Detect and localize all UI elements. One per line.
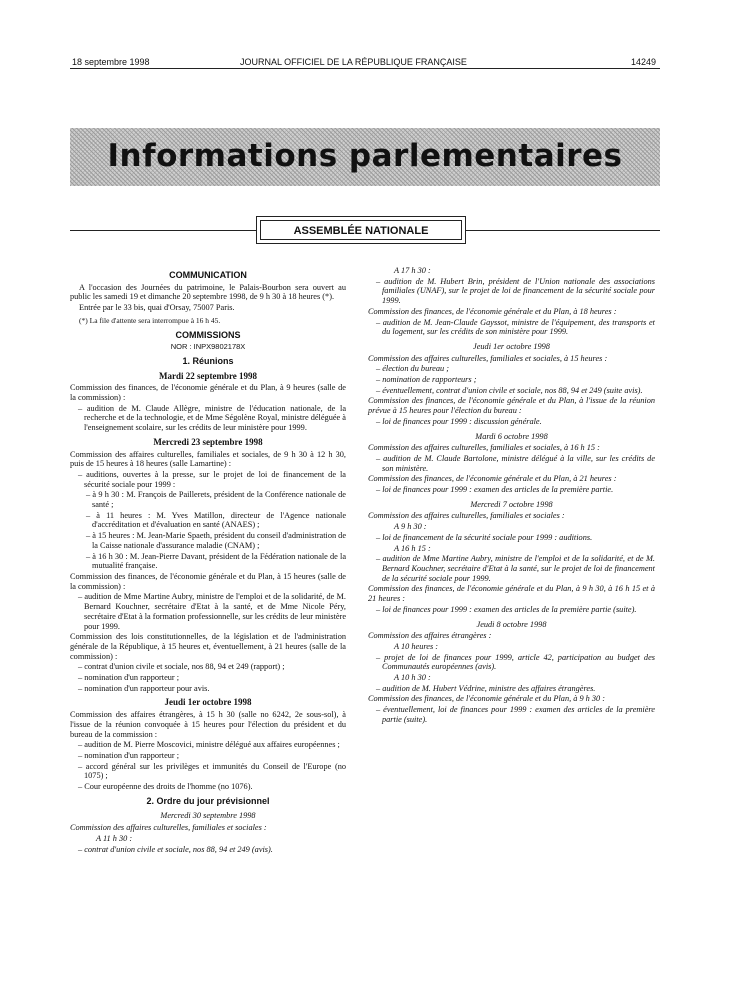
- agenda-item: – éventuellement, contrat d'union civile et sociale, nos 88, 94 et 249 (suite avis).: [376, 385, 643, 395]
- agenda-item: – audition de M. Hubert Védrine, ministre des affaires étrangères.: [376, 683, 596, 693]
- day-heading: Jeudi 8 octobre 1998: [476, 619, 547, 629]
- time-label: A 11 h 30 :: [96, 833, 133, 843]
- agenda-item: – audition de M. Pierre Moscovici, ministre délégué aux affaires européennes ;: [78, 740, 340, 750]
- agenda-item: – loi de finances pour 1999 : discussion générale.: [376, 416, 542, 426]
- agenda-item: – audition de M. Hubert Brin, président de l'Union nationale des associations familiales (UNAF), sur le projet de loi de financement de la sécurité sociale pour 1999.: [376, 276, 655, 306]
- left-column: [70, 266, 346, 855]
- footnote: (*) La file d'attente sera interrompue à 16 h 45.: [79, 315, 221, 325]
- day-heading: Mercredi 7 octobre 1998: [470, 499, 553, 509]
- agenda-item: – nomination de rapporteurs ;: [376, 375, 477, 385]
- day-heading: Mardi 6 octobre 1998: [475, 431, 548, 441]
- assembly-rule-right: [466, 230, 660, 231]
- communication-heading: COMMUNICATION: [169, 270, 247, 280]
- time-label: A 17 h 30 :: [394, 266, 431, 275]
- commission-paragraph: Commission des finances, de l'économie générale et du Plan, à 18 heures :: [368, 306, 617, 316]
- section-banner: [70, 128, 660, 186]
- commission-paragraph: Commission des affaires étrangères, à 15 h 30 (salle no 6242, 2e sous-sol), à l'issue de la réunion convoquée à 15 heures pour l'élection du président et du bureau de la commission :: [70, 710, 346, 739]
- assembly-rule-left: [70, 230, 256, 231]
- agenda-item: – projet de loi de finances pour 1999, article 42, participation au budget des Communautés européennes (avis).: [376, 652, 655, 672]
- agenda-item: – nomination d'un rapporteur ;: [78, 673, 180, 683]
- agenda-item: – audition de Mme Martine Aubry, ministre de l'emploi et de la solidarité, de M. Bernard Kouchner, secrétaire d'Etat à la santé, et de Mme Nicole Péry, secrétaire d'Etat à la formation professionnelle, sur les crédits de leur ministère pour 1999.: [78, 592, 346, 631]
- commissions-heading: COMMISSIONS: [175, 329, 241, 340]
- commission-paragraph: Commission des finances, de l'économie générale et du Plan, à 9 h 30, à 16 h 15 et à 21 heures :: [368, 584, 655, 604]
- commission-paragraph: Commission des finances, de l'économie générale et du Plan, à 9 heures (salle de la commission) :: [70, 383, 346, 403]
- entry-text: Entrée par le 33 bis, quai d'Orsay, 75007 Paris.: [79, 303, 235, 313]
- commission-paragraph: Commission des affaires étrangères :: [368, 631, 492, 641]
- agenda-subitem: – à 9 h 30 : M. François de Paillerets, président de la Conférence nationale de santé ;: [86, 490, 346, 510]
- header-journal-title: JOURNAL OFFICIEL DE LA RÉPUBLIQUE FRANÇAISE: [240, 57, 467, 67]
- agenda-subitem: – à 11 heures : M. Yves Matillon, directeur de l'Agence nationale d'accréditation et d'évaluation en santé (ANAES) ;: [86, 510, 346, 530]
- agenda-subitem: – à 15 heures : M. Jean-Marie Spaeth, président du conseil d'administration de la Caisse nationale d'assurance maladie (CNAM) ;: [86, 531, 347, 550]
- day-heading: Mardi 22 septembre 1998: [158, 370, 258, 381]
- agenda-item: – auditions, ouvertes à la presse, sur le projet de loi de financement de la sécurité sociale pour 1999 :: [78, 469, 346, 489]
- agenda-item: – audition de Mme Martine Aubry, ministre de l'emploi et de la solidarité, et de M. Bernard Kouchner, secrétaire d'Etat à la santé, sur le projet de loi de financement de la sécurité sociale pour 1999.: [376, 554, 655, 583]
- agenda-item: – nomination d'un rapporteur pour avis.: [78, 683, 210, 693]
- agenda-item: – Cour européenne des droits de l'homme (no 1076).: [78, 782, 253, 792]
- day-heading: Jeudi 1er octobre 1998: [164, 697, 252, 708]
- agenda-item: – audition de M. Claude Bartolone, ministre délégué à la ville, sur les crédits de son ministère.: [376, 453, 655, 473]
- day-heading: Mercredi 30 septembre 1998: [160, 811, 256, 821]
- agenda-item: – contrat d'union civile et sociale, nos 88, 94 et 249 (rapport) ;: [78, 662, 285, 672]
- agenda-subitem: – à 16 h 30 : M. Jean-Pierre Davant, président de la Fédération nationale de la mutualité française.: [86, 551, 346, 571]
- commission-paragraph: Commission des affaires culturelles, familiales et sociales :: [368, 511, 565, 521]
- commission-paragraph: Commission des affaires culturelles, familiales et sociales :: [70, 823, 267, 833]
- banner-title: Informations parlementaires: [107, 138, 623, 174]
- header-date: 18 septembre 1998: [72, 57, 150, 67]
- agenda-item: – nomination d'un rapporteur ;: [78, 750, 180, 760]
- assembly-title: ASSEMBLÉE NATIONALE: [260, 220, 462, 240]
- agenda-item: – éventuellement, loi de finances pour 1999 : examen des articles de la première partie (suite).: [376, 705, 655, 724]
- reunions-heading: 1. Réunions: [182, 355, 234, 366]
- commission-paragraph: Commission des finances, de l'économie générale et du Plan, à l'issue de la réunion prévue à 15 heures pour l'élection du bureau :: [368, 396, 655, 416]
- agenda-item: – loi de finances pour 1999 : examen des articles de la première partie.: [376, 485, 614, 495]
- time-label: A 10 heures :: [394, 641, 439, 651]
- agenda-item: – élection du bureau ;: [376, 364, 449, 374]
- day-heading: Mercredi 23 septembre 1998: [153, 436, 263, 447]
- time-label: A 16 h 15 :: [394, 543, 431, 553]
- header-page-number: 14249: [631, 57, 657, 67]
- agenda-item: – loi de finances pour 1999 : examen des articles de la première partie (suite).: [376, 604, 637, 614]
- assembly-title-box: [256, 216, 466, 244]
- agenda-item: – contrat d'union civile et sociale, nos 88, 94 et 249 (avis).: [78, 844, 273, 854]
- header-rule: [70, 68, 660, 69]
- agenda-item: – audition de M. Jean-Claude Gayssot, ministre de l'équipement, des transports et du logement, sur les crédits de son ministère pour 1999.: [376, 317, 655, 337]
- ordre-du-jour-heading: 2. Ordre du jour prévisionnel: [146, 795, 270, 806]
- agenda-item: – audition de M. Claude Allègre, ministre de l'éducation nationale, de la recherche et de la technologie, et de Mme Ségolène Royal, ministre déléguée à l'enseignement scolaire, sur les crédits de leur ministère pour 1999.: [78, 403, 346, 433]
- day-heading: Jeudi 1er octobre 1998: [473, 341, 550, 351]
- time-label: A 9 h 30 :: [394, 522, 427, 532]
- commission-paragraph: Commission des lois constitutionnelles, de la législation et de l'administration générale de la République, à 15 heures et, éventuellement, à 21 heures (salle de la commission) :: [70, 632, 346, 661]
- agenda-item: – accord général sur les privilèges et immunités du Conseil de l'Europe (no 1075) ;: [78, 761, 346, 781]
- commission-paragraph: Commission des affaires culturelles, familiales et sociales, à 16 h 15 :: [368, 443, 600, 453]
- commission-paragraph: Commission des finances, de l'économie générale et du Plan, à 15 heures (salle de la commission) :: [70, 571, 346, 591]
- communication-text: A l'occasion des Journées du patrimoine, le Palais-Bourbon sera ouvert au public les samedi 19 et dimanche 20 septembre 1998, de 9 h 30 à 18 heures (*).: [70, 282, 346, 302]
- commission-paragraph: Commission des finances, de l'économie générale et du Plan, à 9 h 30 :: [368, 694, 606, 704]
- nor-reference: NOR : INPX9802178X: [170, 342, 246, 352]
- commission-paragraph: Commission des affaires culturelles, familiales et sociales, de 9 h 30 à 12 h 30, puis de 15 heures à 18 heures (salle Lamartine) :: [70, 449, 346, 469]
- commission-paragraph: Commission des affaires culturelles, familiales et sociales, à 15 heures :: [368, 353, 608, 363]
- agenda-item: – loi de financement de la sécurité sociale pour 1999 : auditions.: [376, 532, 593, 542]
- time-label: A 10 h 30 :: [394, 673, 431, 683]
- commission-paragraph: Commission des finances, de l'économie générale et du Plan, à 21 heures :: [368, 474, 617, 484]
- right-column: [368, 266, 655, 726]
